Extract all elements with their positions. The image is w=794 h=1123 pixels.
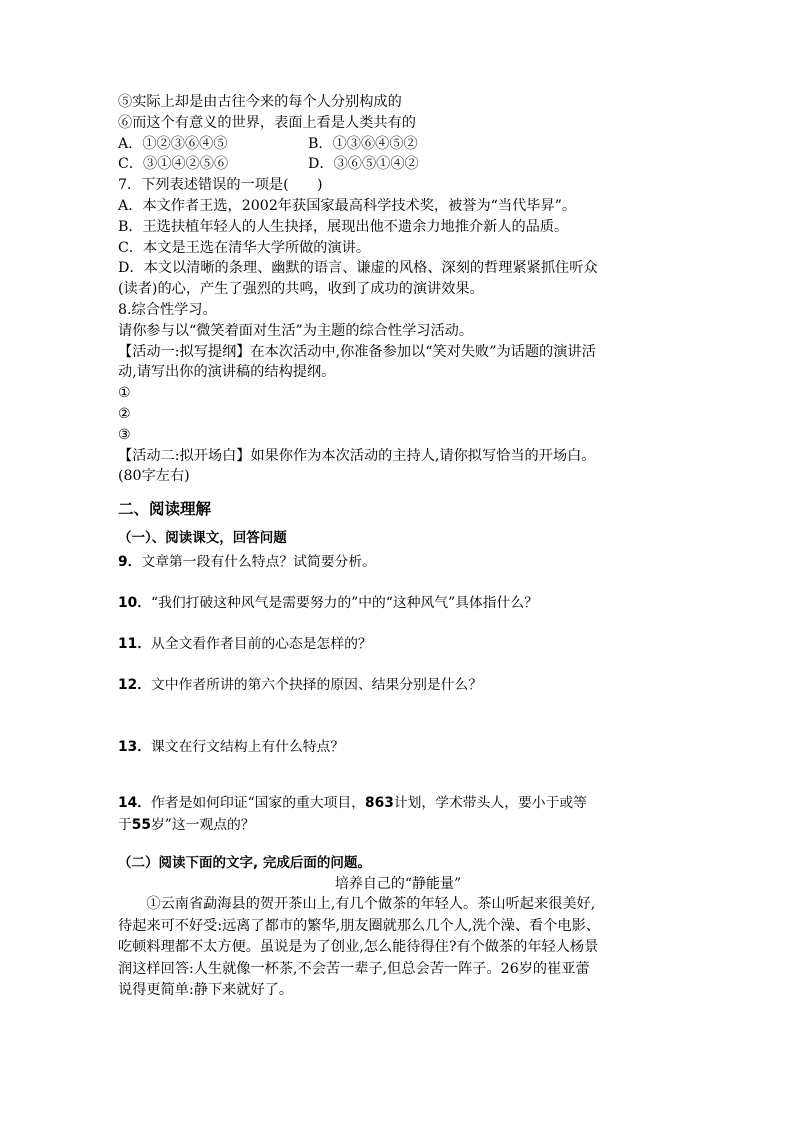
- option-line-5: ⑤实际上却是由古往今来的每个人分别构成的: [118, 94, 402, 110]
- question-9: 9．文章第一段有什么特点？试简要分析。: [118, 554, 376, 571]
- passage-line: 吃顿料理都不太方便。虽说是为了创业,怎么能待得住?有个做茶的年轻人杨景: [118, 939, 599, 956]
- question-7-option-a: A．本文作者王选，2002年获国家最高科学技术奖，被誉为“当代毕昇”。: [118, 197, 577, 214]
- question-8-intro: 请你参与以“微笑着面对生活”为主题的综合性学习活动。: [118, 322, 474, 339]
- question-10: 10．“我们打破这种风气是需要努力的”中的“这种风气”具体指什么？: [118, 595, 538, 612]
- question-14-line-1: 14．作者是如何印证“国家的重大项目，863计划，学术带头人，要小于或等: [118, 795, 587, 812]
- activity-1-line-2: 动,请写出你的演讲稿的结构提纲。: [118, 364, 336, 381]
- answer-options-row-2: [118, 154, 678, 175]
- answer-option-c: C．③①④②⑤⑥: [118, 156, 229, 173]
- question-7-option-b: B．王选扶植年轻人的人生抉择，展现出他不遗余力地推介新人的品质。: [118, 218, 569, 235]
- passage-title: 培养自己的“静能量”: [334, 876, 462, 893]
- question-12: 12．文中作者所讲的第六个抉择的原因、结果分别是什么？: [118, 677, 483, 694]
- question-13: 13．课文在行文结构上有什么特点？: [118, 739, 345, 756]
- passage-line: 润这样回答:人生就像一杯茶,不会苦一辈子,但总会苦一阵子。26岁的崔亚蕾: [118, 960, 590, 977]
- subsection-heading-1: （一）、阅读课文，回答问题: [118, 530, 287, 547]
- outline-blank-1: ①: [118, 385, 131, 402]
- question-7-option-c: C．本文是王选在清华大学所做的演讲。: [118, 239, 371, 256]
- answer-option-a: A．①②③⑥④⑤: [118, 135, 228, 152]
- subsection-heading-2: （二）阅读下面的文字, 完成后面的问题。: [118, 855, 371, 872]
- section-heading-reading: 二、阅读理解: [118, 500, 212, 519]
- outline-blank-3: ③: [118, 426, 131, 443]
- question-14-line-2: 于55岁”这一观点的？: [118, 817, 255, 834]
- question-7-stem: 7．下列表述错误的一项是( ): [118, 177, 323, 194]
- question-7-option-d-line-2: (读者)的心，产生了强烈的共鸣，收到了成功的演讲效果。: [118, 281, 484, 298]
- passage-line: 说得更简单:静下来就好了。: [118, 982, 294, 999]
- document-page: [118, 92, 678, 1002]
- answer-option-d: D．③⑥⑤①④②: [308, 156, 419, 173]
- passage-line: ①云南省勐海县的贺开茶山上,有几个做茶的年轻人。茶山听起来很美好,: [146, 896, 596, 913]
- option-line-6: ⑥而这个有意义的世界，表面上看是人类共有的: [118, 114, 416, 131]
- question-8-stem: 8.综合性学习。: [118, 301, 217, 318]
- passage-paragraph-1: [118, 894, 678, 1002]
- question-7-option-d-line-1: D．本文以清晰的条理、幽默的语言、谦虚的风格、深刻的哲理紧紧抓住听众: [118, 260, 598, 277]
- question-11: 11．从全文看作者目前的心态是怎样的？: [118, 636, 372, 653]
- answer-options-row-1: [118, 134, 678, 155]
- activity-2-line-1: 【活动二:拟开场白】如果你作为本次活动的主持人,请你拟写恰当的开场白。: [118, 447, 596, 464]
- answer-option-b: B．①③⑥④⑤②: [308, 135, 418, 152]
- outline-blank-2: ②: [118, 405, 131, 422]
- activity-2-line-2: (80字左右): [118, 468, 190, 485]
- passage-line: 待起来可不好受:远离了都市的繁华,朋友圈就那么几个人,洗个澡、看个电影、: [118, 917, 600, 934]
- activity-1-line-1: 【活动一:拟写提纲】在本次活动中,你准备参加以“笑对失败”为话题的演讲活: [118, 343, 596, 360]
